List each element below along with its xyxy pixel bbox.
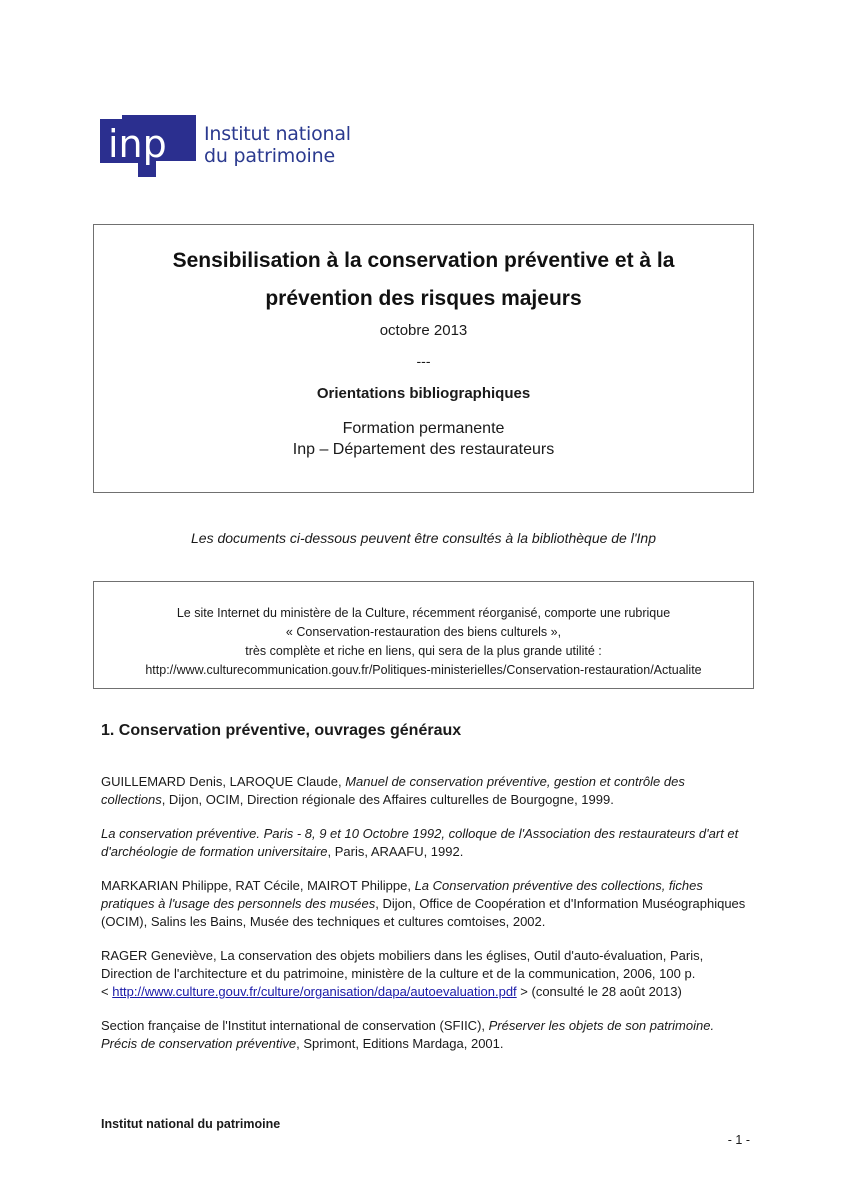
section-heading: 1. Conservation préventive, ouvrages généraux: [101, 722, 462, 739]
library-note: Les documents ci-dessous peuvent être consultés à la bibliothèque de l'Inp: [191, 530, 656, 546]
reference-publication: , Paris, ARAAFU, 1992.: [327, 844, 464, 859]
document-date: octobre 2013: [379, 322, 468, 339]
reference-text: RAGER Geneviève, La conservation des objets mobiliers dans les églises, Outil d'auto-évaluation, Paris, Direction de l'architecture et du patrimoine, ministère de la culture et de la communication, 2006, 100 p.: [101, 948, 704, 981]
reference-consulted-date: > (consulté le 28 août 2013): [516, 984, 682, 999]
formation-line-2: Inp – Département des restaurateurs: [292, 441, 555, 458]
reference-link[interactable]: http://www.culture.gouv.fr/culture/organisation/dapa/autoevaluation.pdf: [112, 984, 517, 999]
document-subtitle: Orientations bibliographiques: [316, 385, 531, 402]
title-box: [93, 224, 754, 493]
inp-logo-mark-icon: [100, 115, 196, 177]
svg-text:inp: inp: [108, 122, 167, 166]
reference-authors: Section française de l'Institut international de conservation (SFIIC),: [101, 1018, 489, 1033]
reference-item: [101, 825, 751, 861]
reference-title: Préserver les objets de son patrimoine. Précis de conservation préventive: [101, 1018, 715, 1051]
footer-institution: Institut national du patrimoine: [101, 1117, 281, 1131]
reference-item: [101, 1017, 751, 1053]
reference-title: La conservation préventive. Paris - 8, 9 et 10 Octobre 1992, colloque de l'Association des restaurateurs d'art et d'archéologie de formation universitaire: [101, 826, 739, 859]
reference-publication: , Dijon, Office de Coopération et d'Information Muséographiques (OCIM), Salins les Bains, Musée des techniques et cultures comtoises, 2002.: [101, 896, 746, 929]
info-line-2: « Conservation-restauration des biens culturels »,: [285, 625, 562, 639]
formation-line-1: Formation permanente: [342, 420, 505, 437]
separator: ---: [416, 353, 431, 369]
page-number: - 1 -: [727, 1133, 750, 1147]
reference-title: Manuel de conservation préventive, gestion et contrôle des collections: [101, 774, 685, 807]
document-title-line-1: Sensibilisation à la conservation préventive et à la: [172, 249, 675, 272]
formation-info: [94, 418, 753, 460]
reference-item: [101, 877, 751, 931]
document-title-line-2: prévention des risques majeurs: [265, 287, 582, 310]
info-box: [93, 581, 754, 689]
reference-authors: GUILLEMARD Denis, LAROQUE Claude,: [101, 774, 346, 789]
reference-item: [101, 773, 751, 809]
inp-logo: [100, 115, 370, 177]
reference-item: [101, 947, 751, 1001]
reference-authors: MARKARIAN Philippe, RAT Cécile, MAIROT Philippe,: [101, 878, 415, 893]
logo-line-2: du patrimoine: [204, 145, 335, 167]
reference-list: [101, 773, 751, 1069]
info-url: http://www.culturecommunication.gouv.fr/Politiques-ministerielles/Conservation-restauration/Actualite: [145, 663, 702, 677]
info-line-1: Le site Internet du ministère de la Culture, récemment réorganisé, comporte une rubrique: [176, 606, 671, 620]
reference-publication: , Sprimont, Editions Mardaga, 2001.: [296, 1036, 504, 1051]
logo-wordmark: [204, 123, 351, 167]
reference-publication: , Dijon, OCIM, Direction régionale des Affaires culturelles de Bourgogne, 1999.: [161, 792, 614, 807]
logo-line-1: Institut national: [204, 123, 351, 145]
info-line-3: très complète et riche en liens, qui sera de la plus grande utilité :: [245, 644, 602, 658]
link-bracket: <: [101, 984, 113, 999]
reference-title: La Conservation préventive des collections, fiches pratiques à l'usage des personnels des musées: [101, 878, 703, 911]
